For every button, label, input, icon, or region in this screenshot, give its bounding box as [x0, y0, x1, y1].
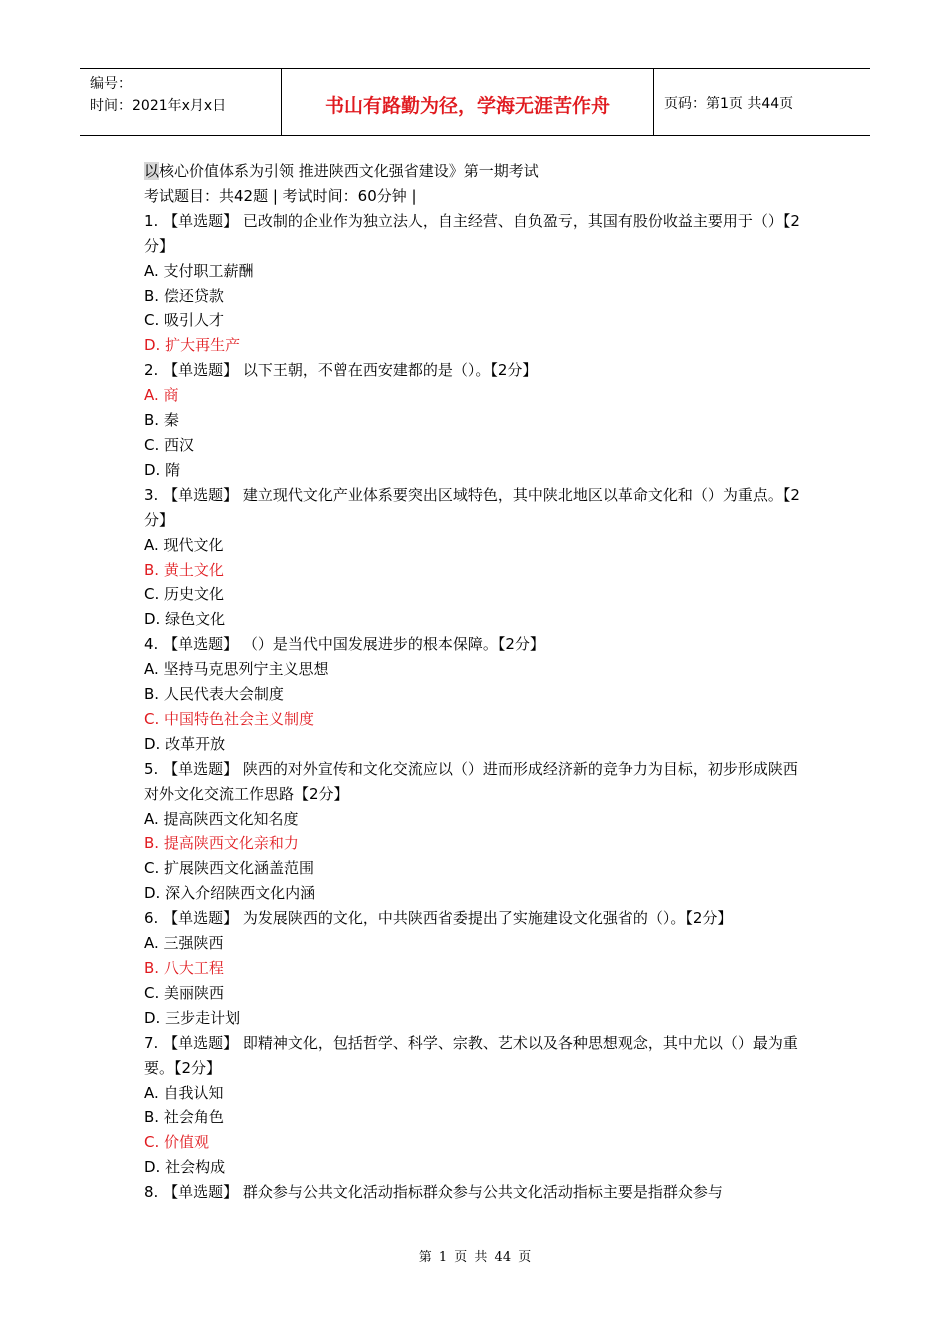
time-label: 时间：2021年x月x日 [90, 98, 227, 114]
page-footer: 第 1 页 共 44 页 [418, 1250, 532, 1265]
question-stem: 3. 【单选题】 建立现代文化产业体系要突出区域特色，其中陕北地区以革命文化和（）为重点。【2分】 [144, 485, 800, 529]
exam-meta: 考试题目：共42题 | 考试时间：60分钟 | [144, 186, 417, 205]
header-page-label: 页码：第1页 共44页 [664, 96, 794, 112]
page-header [80, 68, 870, 136]
answer-option: C. 扩展陕西文化涵盖范围 [144, 859, 315, 878]
answer-option: C. 历史文化 [144, 585, 225, 604]
answer-option: C. 吸引人才 [144, 311, 225, 330]
number-label: 编号： [90, 76, 132, 92]
answer-option-correct: A. 商 [144, 386, 179, 405]
question-stem: 2. 【单选题】 以下王朝，不曾在西安建都的是（）。【2分】 [144, 361, 538, 380]
answer-option: C. 美丽陕西 [144, 983, 225, 1002]
title-highlight: 以 [144, 162, 160, 180]
answer-option: A. 现代文化 [144, 535, 224, 554]
answer-option: C. 西汉 [144, 435, 195, 454]
question-stem: 7. 【单选题】 即精神文化，包括哲学、科学、宗教、艺术以及各种思想观念，其中尤以（）最为重要。【2分】 [144, 1033, 798, 1077]
answer-option: D. 三步走计划 [144, 1008, 241, 1027]
answer-option: B. 偿还贷款 [144, 286, 224, 305]
answer-option-correct: D. 扩大再生产 [144, 336, 241, 355]
answer-option: D. 绿色文化 [144, 610, 226, 629]
answer-option-correct: B. 提高陕西文化亲和力 [144, 834, 299, 853]
title-text: 核心价值体系为引领 推进陕西文化强省建设》第一期考试 [159, 162, 539, 180]
answer-option: A. 提高陕西文化知名度 [144, 809, 299, 828]
answer-option-correct: C. 价值观 [144, 1133, 210, 1152]
answer-option: A. 坚持马克思列宁主义思想 [144, 660, 329, 679]
answer-option: B. 秦 [144, 411, 179, 430]
answer-option-correct: C. 中国特色社会主义制度 [144, 709, 315, 728]
question-stem: 1. 【单选题】 已改制的企业作为独立法人，自主经营、自负盈亏，其国有股份收益主要用于（）【2分】 [144, 211, 800, 255]
question-list [144, 209, 812, 1205]
document-body [144, 159, 812, 1205]
answer-option-correct: B. 八大工程 [144, 959, 224, 977]
answer-option: D. 深入介绍陕西文化内涵 [144, 884, 316, 903]
question-stem: 5. 【单选题】 陕西的对外宣传和文化交流应以（）进而形成经济新的竞争力为目标，初步形成陕西对外文化交流工作思路【2分】 [144, 759, 798, 803]
answer-option: A. 三强陕西 [144, 934, 224, 953]
answer-option-correct: B. 黄土文化 [144, 560, 224, 579]
answer-option: B. 社会角色 [144, 1108, 224, 1127]
header-info [80, 69, 282, 135]
header-motto: 书山有路勤为径，学海无涯苦作舟 [282, 69, 654, 135]
answer-option: D. 改革开放 [144, 734, 226, 753]
question-stem: 8. 【单选题】 群众参与公共文化活动指标群众参与公共文化活动指标主要是指群众参与 [144, 1183, 723, 1202]
question-stem: 6. 【单选题】 为发展陕西的文化，中共陕西省委提出了实施建设文化强省的（）。【2分】 [144, 909, 733, 928]
answer-option: D. 隋 [144, 460, 181, 479]
answer-option: B. 人民代表大会制度 [144, 685, 284, 704]
question-stem: 4. 【单选题】 （）是当代中国发展进步的根本保障。【2分】 [144, 635, 545, 654]
answer-option: D. 社会构成 [144, 1158, 226, 1177]
document-title [144, 159, 812, 184]
answer-option: A. 支付职工薪酬 [144, 261, 254, 280]
answer-option: A. 自我认知 [144, 1083, 224, 1102]
